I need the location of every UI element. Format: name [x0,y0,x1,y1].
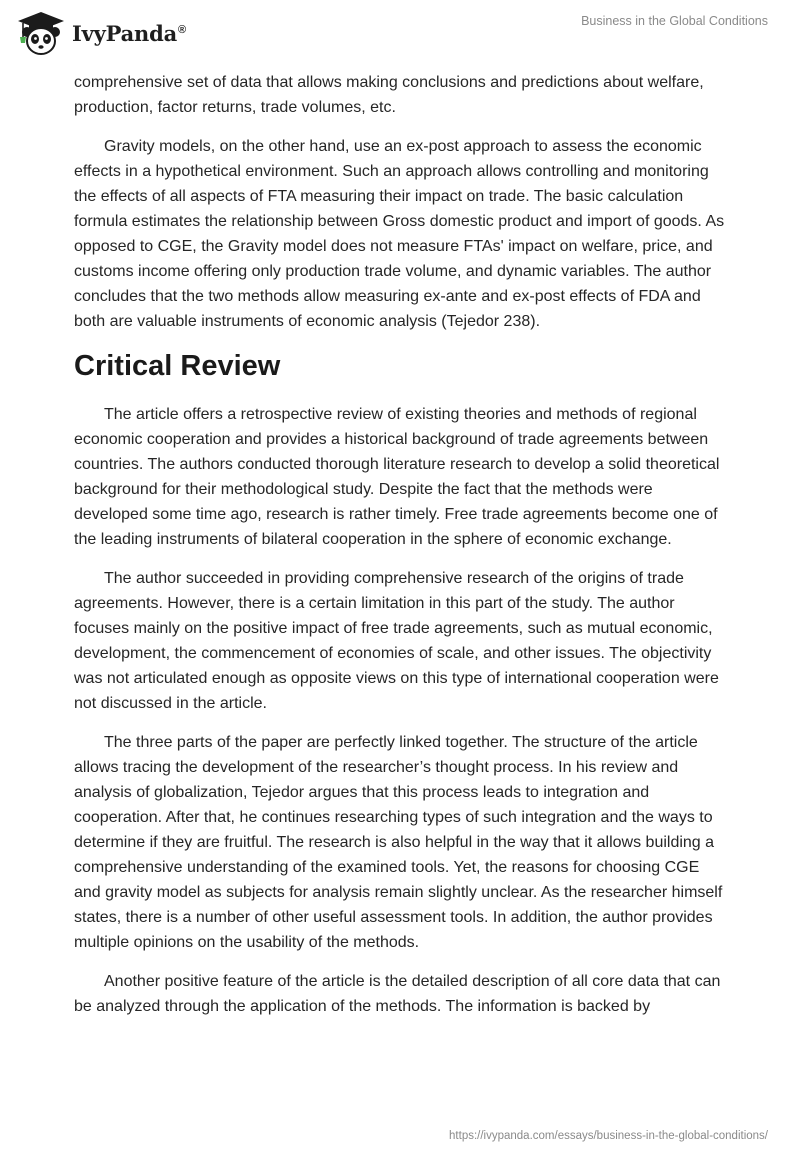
paragraph-gravity-models: Gravity models, on the other hand, use an ex-post approach to assess the economic effects in a hypothetical environment. Such an approach allows controlling and monitoring the effects of all aspects of FTA measuring their impact on trade. The basic calculation formula estimates the relationship between Gross domestic product and import of goods. As opposed to CGE, the Gravity model does not measure FTAs' impact on welfare, price, and customs income offering only production trade volume, and dynamic variables. The author concludes that the two methods allow measuring ex-ante and ex-post effects of FDA and both are valuable instruments of economic analysis (Tejedor 238). [74,138,725,330]
brand-name: IvyPanda® [72,20,186,46]
section-heading-critical-review: Critical Review [74,350,281,382]
panda-logo-icon [16,10,66,56]
paragraph-review-intro: The article offers a retrospective review of existing theories and methods of regional economic cooperation and provides a historical background of trade agreements between countries. The authors conducted thorough literature research to develop a solid theoretical background for their methodological study. Despite the fact that the methods were developed some time ago, research is rather timely. Free trade agreements become one of the leading instruments of bilateral cooperation in the sphere of economic exchange. [74,406,720,548]
brand-logo[interactable] [16,8,206,58]
essay-body [74,70,726,1033]
paragraph-limitations: The author succeeded in providing comprehensive research of the origins of trade agreements. However, there is a certain limitation in this part of the study. The author focuses mainly on the positive impact of free trade agreements, such as mutual economic, development, the commencement of economies of scale, and other issues. The objectivity was not articulated enough as opposite views on this type of international cooperation were not discussed in the article. [74,570,719,712]
paragraph-continuation: comprehensive set of data that allows making conclusions and predictions about welfare, production, factor returns, trade volumes, etc. [74,74,704,116]
footer-url-link[interactable]: https://ivypanda.com/essays/business-in-the-global-conditions/ [449,1130,768,1142]
paragraph-positive-feature: Another positive feature of the article is the detailed description of all core data that can be analyzed through the application of the methods. The information is backed by [74,973,721,1015]
paragraph-structure: The three parts of the paper are perfectly linked together. The structure of the article allows tracing the development of the researcher’s thought process. In his review and analysis of globalization, Tejedor argues that this process leads to integration and cooperation. After that, he continues researching types of such integration and the ways to determine if they are fruitful. The research is also helpful in the way that it allows building a comprehensive understanding of the examined tools. Yet, the reasons for choosing CGE and gravity model as subjects for analysis remain slightly unclear. As the researcher himself states, there is a number of other useful assessment tools. In addition, the author provides multiple opinions on the usability of the methods. [74,734,723,951]
page-header [0,0,800,70]
document-title: Business in the Global Conditions [581,14,768,28]
